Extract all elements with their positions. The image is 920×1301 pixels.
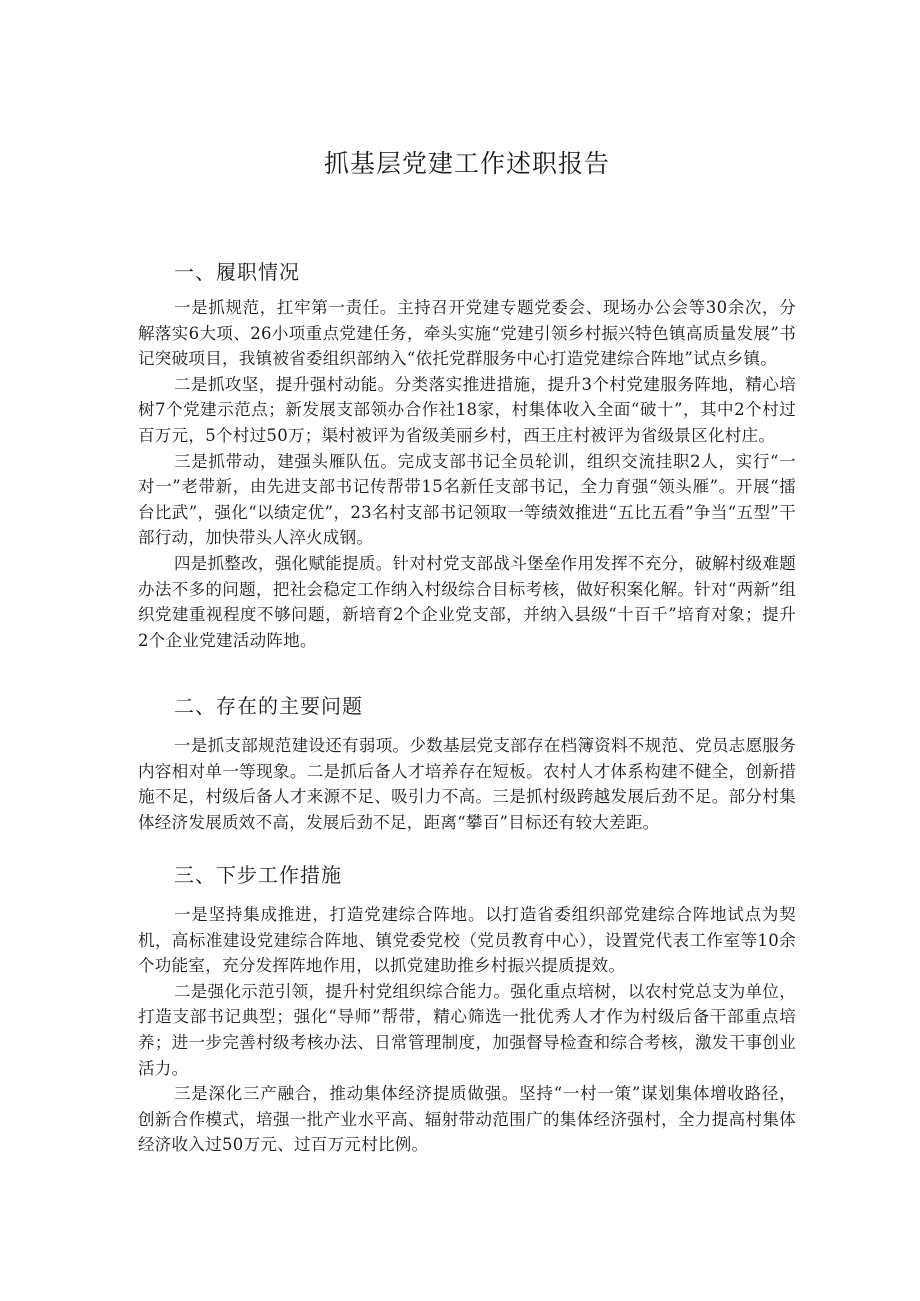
section-next-steps [138, 858, 796, 1158]
paragraph: 四是抓整改，强化赋能提质。针对村党支部战斗堡垒作用发挥不充分，破解村级难题办法不多的问题，把社会稳定工作纳入村级综合目标考核，做好积案化解。针对“两新”组织党建重视程度不够问题，新培育2个企业党支部，并纳入县级“十百千”培育对象；提升2个企业党建活动阵地。 [138, 553, 796, 650]
section-problems [138, 689, 796, 835]
paragraph: 三是抓带动，建强头雁队伍。完成支部书记全员轮训，组织交流挂职2人，实行“一对一”老带新，由先进支部书记传帮带15名新任支部书记，全力育强“领头雁”。开展“擂台比武”，强化“以绩定优”，23名村支部书记领取一等绩效推进“五比五看”争当“五型”干部行动，加快带头人淬火成钢。 [138, 451, 796, 548]
paragraph: 一是抓规范，扛牢第一责任。主持召开党建专题党委会、现场办公会等30余次，分解落实6大项、26小项重点党建任务，牵头实施“党建引领乡村振兴特色镇高质量发展”书记突破项目，我镇被省委组织部纳入“依托党群服务中心打造党建综合阵地”试点乡镇。 [138, 298, 796, 369]
paragraph: 二是强化示范引领，提升村党组织综合能力。强化重点培树，以农村党总支为单位，打造支部书记典型；强化“导师”帮带，精心筛选一批优秀人才作为村级后备干部重点培养；进一步完善村级考核办法、日常管理制度，加强督导检查和综合考核，激发干事创业活力。 [138, 981, 796, 1078]
paragraph: 三是深化三产融合，推动集体经济提质做强。坚持“一村一策”谋划集体增收路径，创新合作模式，培强一批产业水平高、辐射带动范围广的集体经济强村，全力提高村集体经济收入过50万元、过百万元村比例。 [138, 1084, 796, 1155]
section-performance [138, 255, 796, 653]
paragraph: 一是坚持集成推进，打造党建综合阵地。以打造省委组织部党建综合阵地试点为契机，高标准建设党建综合阵地、镇党委党校（党员教育中心），设置党代表工作室等10余个功能室，充分发挥阵地作用，以抓党建助推乡村振兴提质提效。 [138, 905, 796, 976]
document-title: 抓基层党建工作述职报告 [323, 149, 610, 178]
section-heading: 三、下步工作措施 [174, 863, 342, 887]
section-heading: 一、履职情况 [174, 260, 300, 284]
section-heading: 二、存在的主要问题 [174, 694, 363, 718]
paragraph: 一是抓支部规范建设还有弱项。少数基层党支部存在档簿资料不规范、党员志愿服务内容相对单一等现象。二是抓后备人才培养存在短板。农村人才体系构建不健全，创新措施不足，村级后备人才来源不足、吸引力不高。三是抓村级跨越发展后劲不足。部分村集体经济发展质效不高，发展后劲不足，距离“攀百”目标还有较大差距。 [138, 736, 796, 832]
paragraph: 二是抓攻坚，提升强村动能。分类落实推进措施，提升3个村党建服务阵地，精心培树7个党建示范点；新发展支部领办合作社18家，村集体收入全面“破十”，其中2个村过百万元，5个村过50万；渠村被评为省级美丽乡村，西王庄村被评为省级景区化村庄。 [138, 374, 796, 445]
